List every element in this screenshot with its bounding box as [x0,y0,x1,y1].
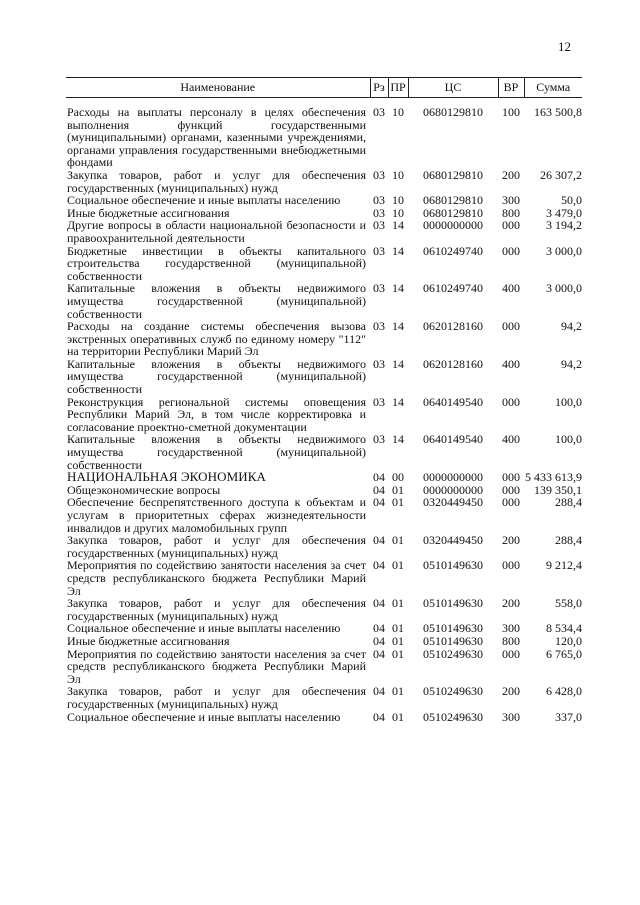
header-cs: ЦС [408,78,498,98]
cell-cs: 0620128160 [423,356,483,371]
cell-cs: 0510249630 [423,684,483,699]
cell-name: Другие вопросы в области национальной безопасности и правоохранительной деятельности [67,218,366,245]
cell-cs: 0510149630 [423,621,483,636]
cell-pr: 01 [392,596,404,611]
cell-rz: 04 [373,621,385,636]
cell-pr: 14 [392,281,404,296]
cell-sum: 6 765,0 [546,646,582,661]
cell-vr: 000 [502,243,520,258]
cell-vr: 000 [502,319,520,334]
cell-pr: 01 [392,533,404,548]
cell-pr: 10 [392,105,404,119]
table-header [66,78,582,98]
table-row [66,169,582,194]
cell-cs: 0620128160 [423,319,483,334]
cell-name: Реконструкция региональной системы оповещения Республики Марий Эл, в том числе корректировка и согласование проектно-сметной документации [67,394,366,434]
cell-pr: 01 [392,646,404,661]
cell-name: Капитальные вложения в объекты недвижимого имущества государственной (муниципальной) собственности [67,432,366,472]
cell-name: Социальное обеспечение и иные выплаты населению [67,709,341,724]
table-row [66,711,582,724]
cell-sum: 139 350,1 [534,482,582,497]
cell-cs: 0320449450 [423,495,483,510]
cell-sum: 94,2 [561,319,582,334]
table-row [66,396,582,434]
cell-sum: 9 212,4 [546,558,582,573]
cell-vr: 800 [502,633,520,648]
cell-vr: 200 [502,684,520,699]
cell-sum: 3 000,0 [546,243,582,258]
cell-rz: 04 [373,684,385,699]
cell-name: Бюджетные инвестиции в объекты капитального строительства государственной (муниципальной) собственности [67,243,366,283]
cell-cs: 0000000000 [423,470,483,485]
cell-name: Мероприятия по содействию занятости населения за счет средств республиканского бюджета Республики Марий Эл [67,558,366,598]
table-row [66,471,582,484]
table-row [66,98,582,169]
cell-rz: 04 [373,533,385,548]
cell-cs: 0640149540 [423,394,483,409]
cell-cs: 0680129810 [423,205,483,220]
cell-pr: 01 [392,621,404,636]
cell-pr: 14 [392,319,404,334]
table-body [66,98,582,724]
cell-cs: 0610249740 [423,281,483,296]
cell-name: Расходы на создание системы обеспечения вызова экстренных оперативных служб по единому номеру "112" на территории Республики Марий Эл [67,319,366,359]
table-row [66,358,582,396]
cell-sum: 3 000,0 [546,281,582,296]
cell-rz: 04 [373,470,385,485]
cell-cs: 0680129810 [423,167,483,182]
cell-vr: 000 [502,495,520,510]
cell-sum: 558,0 [555,596,582,611]
cell-vr: 200 [502,533,520,548]
cell-sum: 120,0 [555,633,582,648]
cell-cs: 0680129810 [423,105,483,119]
cell-sum: 100,0 [555,432,582,447]
cell-rz: 03 [373,193,385,208]
table-row [66,320,582,358]
cell-pr: 10 [392,205,404,220]
cell-name: Общеэкономические вопросы [67,482,221,497]
cell-cs: 0640149540 [423,432,483,447]
cell-sum: 5 433 613,9 [525,470,582,485]
cell-pr: 01 [392,633,404,648]
cell-sum: 163 500,8 [534,105,582,119]
cell-rz: 03 [373,356,385,371]
table-row [66,433,582,471]
table-row [66,534,582,559]
cell-vr: 200 [502,167,520,182]
cell-rz: 04 [373,495,385,510]
cell-pr: 10 [392,193,404,208]
cell-vr: 800 [502,205,520,220]
cell-name: Иные бюджетные ассигнования [67,205,230,220]
cell-name: Социальное обеспечение и иные выплаты населению [67,193,341,208]
cell-rz: 03 [373,319,385,334]
cell-name: Закупка товаров, работ и услуг для обеспечения государственных (муниципальных) нужд [67,596,366,623]
cell-rz: 03 [373,432,385,447]
cell-vr: 000 [502,558,520,573]
cell-rz: 04 [373,633,385,648]
cell-cs: 0510249630 [423,646,483,661]
cell-sum: 94,2 [561,356,582,371]
cell-vr: 000 [502,646,520,661]
table-row [66,648,582,686]
cell-pr: 01 [392,495,404,510]
cell-sum: 100,0 [555,394,582,409]
cell-sum: 50,0 [561,193,582,208]
cell-vr: 200 [502,596,520,611]
cell-cs: 0510149630 [423,633,483,648]
cell-vr: 300 [502,709,520,724]
cell-rz: 03 [373,167,385,182]
cell-name: Расходы на выплаты персоналу в целях обеспечения выполнения функций государственными (муниципальными) органами, казенными учреждениями, органами управления государственными внебюджетными фондами [67,105,366,170]
cell-vr: 400 [502,432,520,447]
cell-cs: 0610249740 [423,243,483,258]
cell-name: Обеспечение беспрепятственного доступа к объектам и услугам в приоритетных сферах жизнедеятельности инвалидов и других маломобильных групп [67,495,366,535]
cell-sum: 26 307,2 [540,167,582,182]
cell-sum: 288,4 [555,495,582,510]
table-row [66,245,582,283]
cell-cs: 0510149630 [423,558,483,573]
table-row [66,282,582,320]
table-row [66,219,582,244]
cell-vr: 000 [502,482,520,497]
cell-name: НАЦИОНАЛЬНАЯ ЭКОНОМИКА [67,469,266,485]
budget-table [66,77,582,723]
cell-vr: 100 [502,105,520,119]
cell-pr: 14 [392,432,404,447]
cell-rz: 03 [373,243,385,258]
cell-pr: 01 [392,709,404,724]
cell-pr: 14 [392,243,404,258]
cell-rz: 03 [373,394,385,409]
cell-cs: 0680129810 [423,193,483,208]
cell-name: Мероприятия по содействию занятости населения за счет средств республиканского бюджета Республики Марий Эл [67,646,366,686]
cell-rz: 04 [373,482,385,497]
cell-vr: 400 [502,281,520,296]
cell-pr: 14 [392,356,404,371]
cell-pr: 10 [392,167,404,182]
cell-name: Закупка товаров, работ и услуг для обеспечения государственных (муниципальных) нужд [67,684,366,711]
table-row [66,496,582,534]
cell-cs: 0000000000 [423,482,483,497]
cell-name: Капитальные вложения в объекты недвижимого имущества государственной (муниципальной) собственности [67,281,366,321]
cell-vr: 000 [502,394,520,409]
cell-vr: 000 [502,470,520,485]
cell-cs: 0510149630 [423,596,483,611]
cell-vr: 300 [502,621,520,636]
header-name: Наименование [66,78,370,98]
header-pr: ПР [388,78,408,98]
cell-name: Капитальные вложения в объекты недвижимого имущества государственной (муниципальной) собственности [67,356,366,397]
cell-name: Закупка товаров, работ и услуг для обеспечения государственных (муниципальных) нужд [67,533,366,560]
page-number: 12 [558,39,571,54]
cell-rz: 04 [373,596,385,611]
cell-sum: 337,0 [555,709,582,724]
header-sum: Сумма [524,78,582,98]
cell-pr: 14 [392,394,404,409]
cell-pr: 00 [392,470,404,485]
cell-vr: 400 [502,356,520,371]
cell-sum: 3 479,0 [546,205,582,220]
cell-sum: 8 534,4 [546,621,582,636]
cell-rz: 03 [373,105,385,119]
cell-pr: 14 [392,218,404,233]
table-row [66,635,582,648]
cell-name: Иные бюджетные ассигнования [67,633,230,648]
table-row [66,597,582,622]
cell-pr: 01 [392,482,404,497]
cell-sum: 6 428,0 [546,684,582,699]
cell-rz: 04 [373,558,385,573]
cell-rz: 03 [373,281,385,296]
cell-pr: 01 [392,558,404,573]
header-rz: Рз [370,78,388,98]
cell-pr: 01 [392,684,404,699]
cell-cs: 0000000000 [423,218,483,233]
cell-rz: 04 [373,646,385,661]
cell-rz: 04 [373,709,385,724]
cell-vr: 000 [502,218,520,233]
table-row [66,559,582,597]
cell-rz: 03 [373,218,385,233]
cell-sum: 3 194,2 [546,218,582,233]
cell-name: Закупка товаров, работ и услуг для обеспечения государственных (муниципальных) нужд [67,167,366,195]
cell-cs: 0320449450 [423,533,483,548]
cell-rz: 03 [373,205,385,220]
cell-cs: 0510249630 [423,709,483,724]
header-vr: ВР [498,78,524,98]
cell-name: Социальное обеспечение и иные выплаты населению [67,621,341,636]
cell-vr: 300 [502,193,520,208]
table-row [66,194,582,207]
cell-sum: 288,4 [555,533,582,548]
table-row [66,685,582,710]
